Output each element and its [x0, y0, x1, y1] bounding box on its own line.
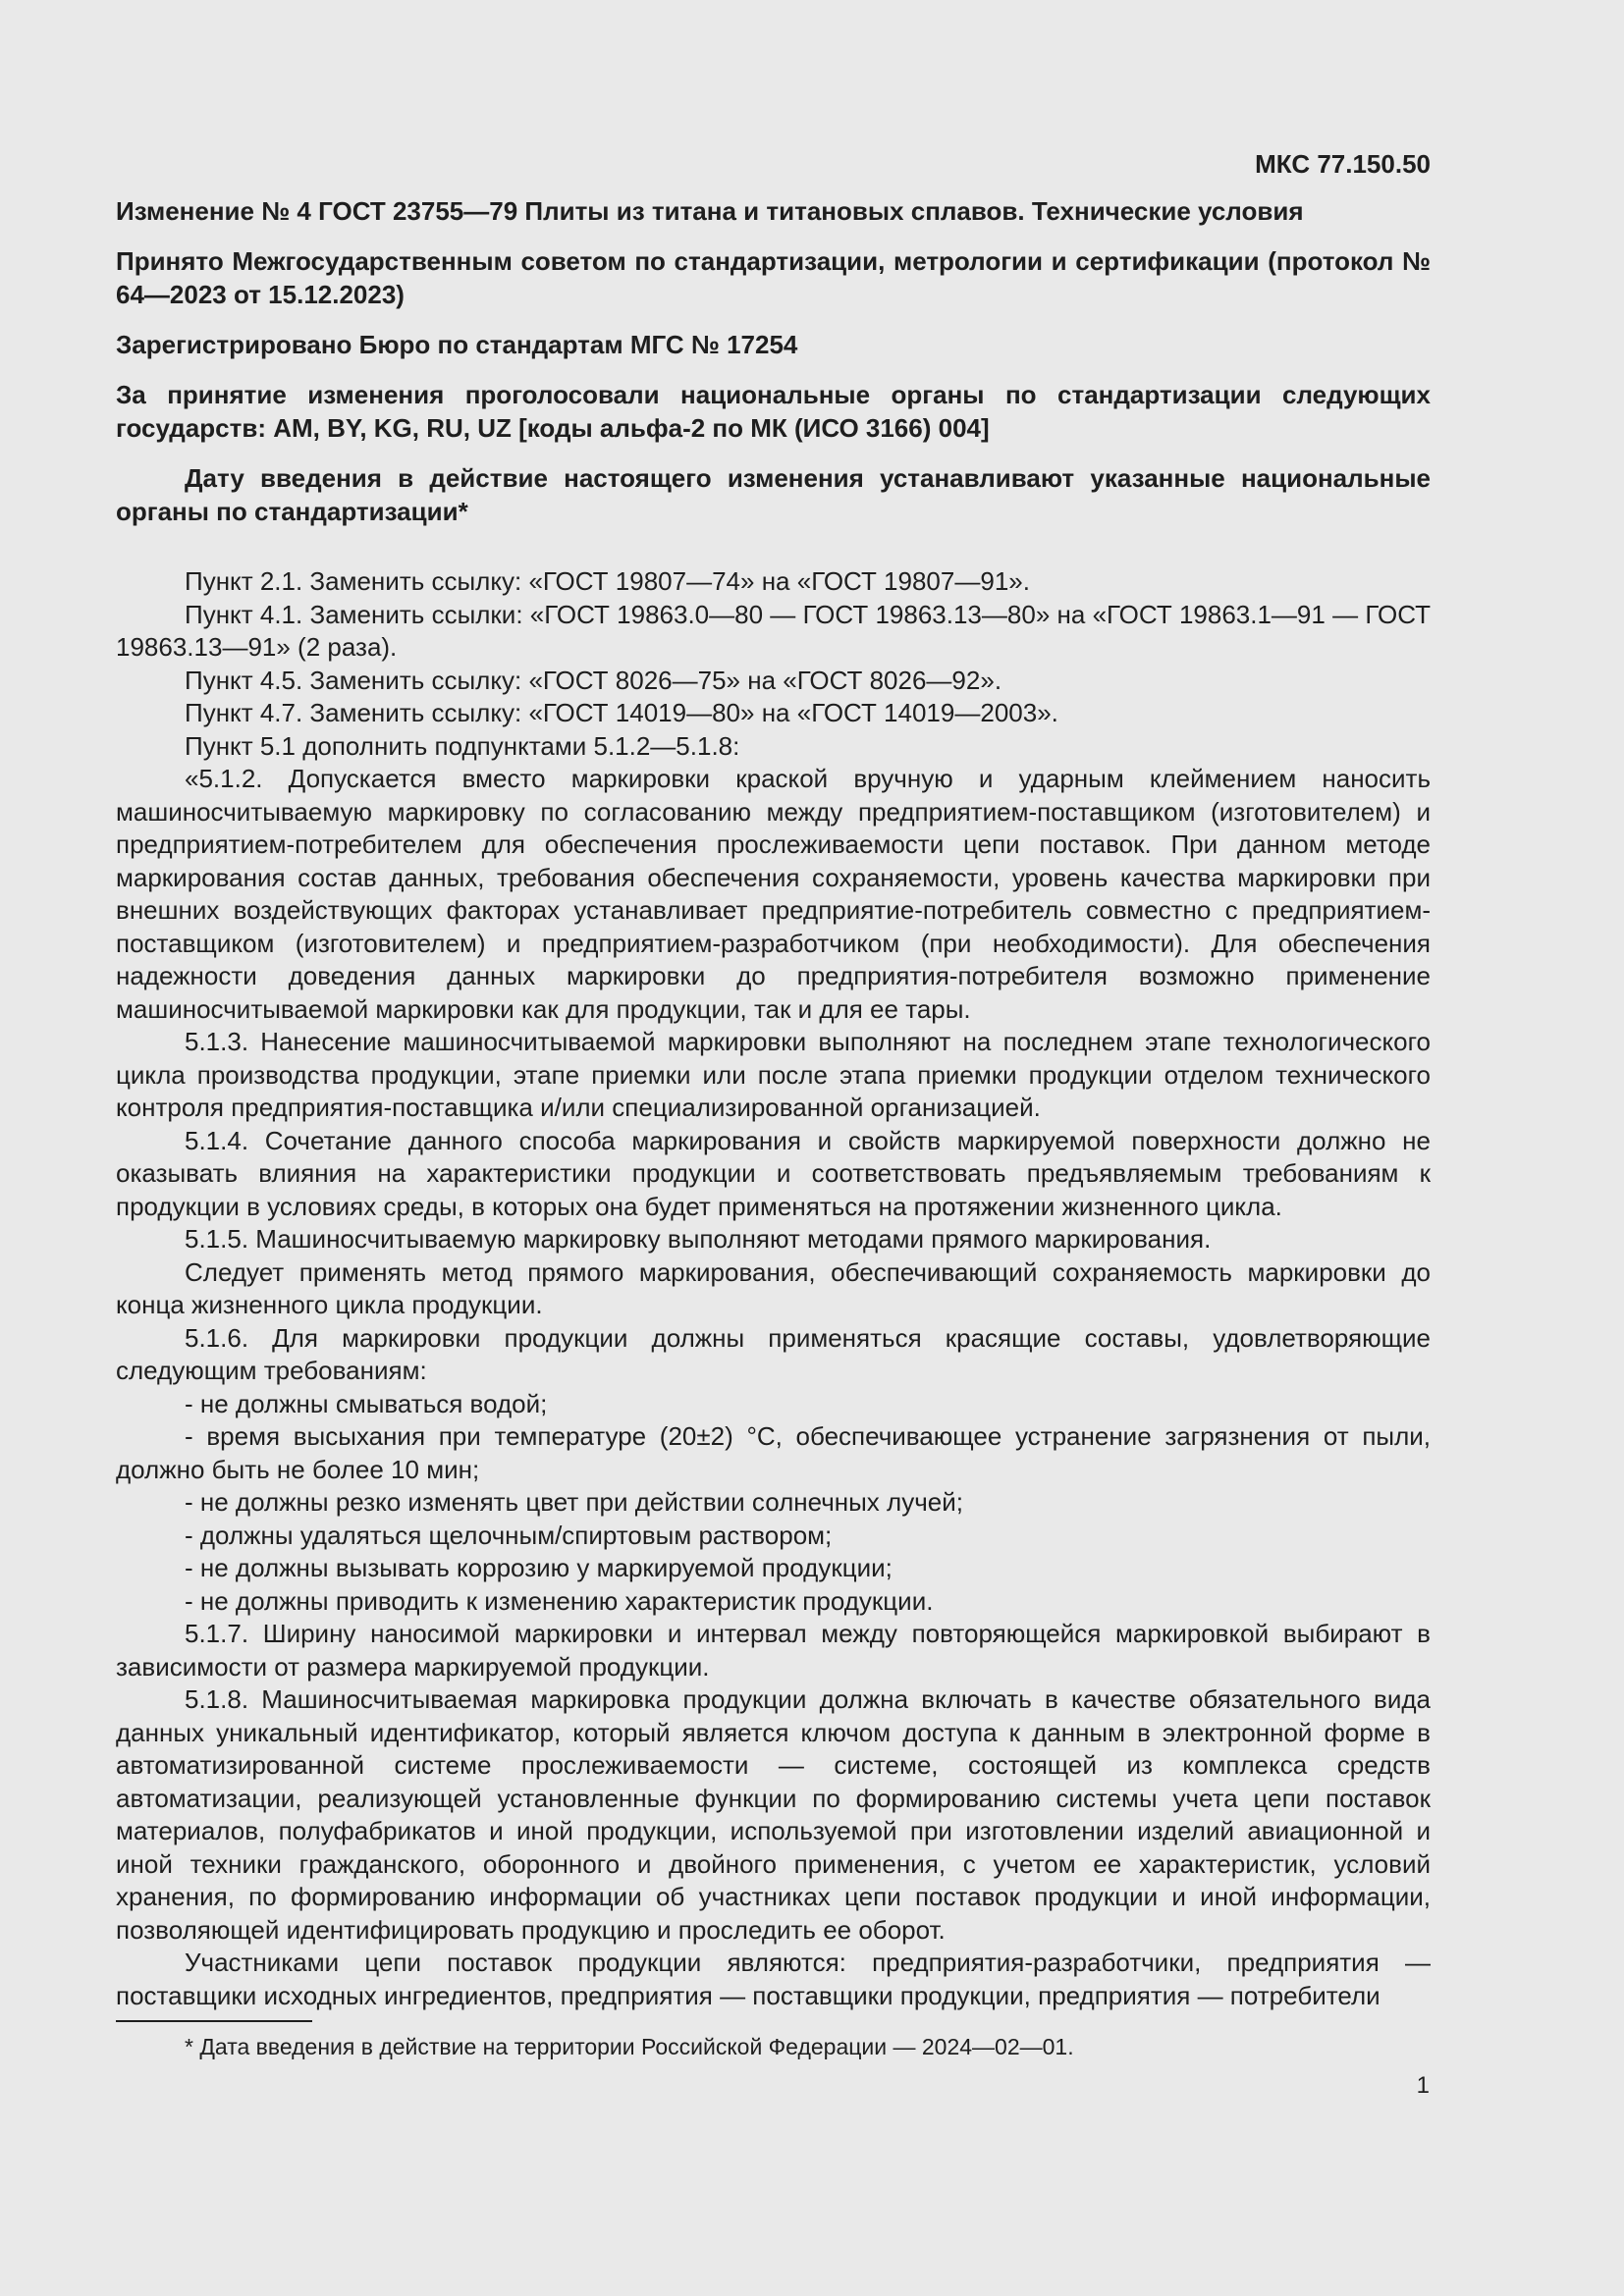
list-item: - время высыхания при температуре (20±2) °С, обеспечивающее устранение загрязнения от пыли, должно быть не более 10 мин;	[116, 1421, 1431, 1484]
voting-statement: За принятие изменения проголосовали национальные органы по стандартизации следующих государств: AM, BY, KG, RU, UZ [коды альфа-2 по МК (ИСО 3166) 004]	[116, 380, 1431, 443]
paragraph: 5.1.8. Машиносчитываемая маркировка продукции должна включать в качестве обязательного вида данных уникальный идентификатор, который является ключом доступа к данным в электронной форме в автоматизированной системе прослеживаемости — системе, состоящей из комплекса средств автоматизации, реализующей установленные функции по формированию системы учета цепи поставок материалов, полуфабрикатов и иной продукции, используемой при изготовлении изделий авиационной и иной техники гражданского, оборонного и двойного применения, с учетом ее характеристик, условий хранения, по формированию информации об участниках цепи поставок продукции и иной информации, позволяющей идентифицировать продукцию и проследить ее оборот.	[116, 1684, 1431, 1945]
paragraph: Пункт 2.1. Заменить ссылку: «ГОСТ 19807—74» на «ГОСТ 19807—91».	[185, 566, 1030, 596]
paragraph: 5.1.6. Для маркировки продукции должны применяться красящие составы, удовлетворяющие следующим требованиям:	[116, 1322, 1431, 1385]
paragraph: Пункт 4.1. Заменить ссылки: «ГОСТ 19863.0—80 — ГОСТ 19863.13—80» на «ГОСТ 19863.1—91 — ГОСТ 19863.13—91» (2 раза).	[116, 599, 1431, 662]
paragraph: 5.1.7. Ширину наносимой маркировки и интервал между повторяющейся маркировкой выбирают в зависимости от размера маркируемой продукции.	[116, 1619, 1431, 1682]
list-item: - не должны приводить к изменению характеристик продукции.	[185, 1585, 934, 1616]
list-item: - не должны смываться водой;	[185, 1388, 548, 1418]
paragraph: Пункт 4.5. Заменить ссылку: «ГОСТ 8026—75» на «ГОСТ 8026—92».	[185, 665, 1002, 695]
amendment-title: Изменение № 4 ГОСТ 23755—79 Плиты из титана и титановых сплавов. Технические условия	[116, 196, 1304, 226]
list-item: - не должны вызывать коррозию у маркируемой продукции;	[185, 1553, 893, 1582]
list-item: - не должны резко изменять цвет при действии солнечных лучей;	[185, 1487, 963, 1517]
amendment-body	[116, 565, 1431, 2012]
page-number: 1	[1416, 2072, 1430, 2099]
paragraph: 5.1.4. Сочетание данного способа маркирования и свойств маркируемой поверхности должно не оказывать влияния на характеристики продукции и соответствовать предъявляемым требованиям к продукции в условиях среды, в которых она будет применяться на протяжении жизненного цикла.	[116, 1125, 1431, 1221]
list-item: - должны удаляться щелочным/спиртовым раствором;	[185, 1520, 833, 1550]
paragraph: Участниками цепи поставок продукции являются: предприятия-разработчики, предприятия — поставщики исходных ингредиентов, предприятия — поставщики продукции, предприятия — потребители	[116, 1948, 1431, 2010]
paragraph: 5.1.5. Машиносчитываемую маркировку выполняют методами прямого маркирования.	[185, 1224, 1212, 1254]
mks-code: МКС 77.150.50	[1255, 149, 1431, 179]
footnote-divider	[116, 2020, 312, 2022]
document-page	[116, 147, 1431, 2061]
paragraph: 5.1.3. Нанесение машиносчитываемой маркировки выполняют на последнем этапе технологического цикла производства продукции, этапе приемки или после этапа приемки продукции отделом технического контроля предприятия-поставщика и/или специализированной организацией.	[116, 1027, 1431, 1122]
paragraph: Пункт 5.1 дополнить подпунктами 5.1.2—5.1.8:	[185, 730, 740, 761]
paragraph: Пункт 4.7. Заменить ссылку: «ГОСТ 14019—80» на «ГОСТ 14019—2003».	[185, 698, 1058, 727]
registration-statement: Зарегистрировано Бюро по стандартам МГС № 17254	[116, 330, 798, 359]
paragraph: Следует применять метод прямого маркирования, обеспечивающий сохраняемость маркировки до конца жизненного цикла продукции.	[116, 1256, 1431, 1319]
footnote: * Дата введения в действие на территории Российской Федерации — 2024—02—01.	[185, 2034, 1074, 2059]
effective-date-statement: Дату введения в действие настоящего изменения устанавливают указанные национальные органы по стандартизации*	[116, 463, 1431, 526]
paragraph: «5.1.2. Допускается вместо маркировки краской вручную и ударным клеймением наносить машиносчитываемую маркировку по согласованию между предприятием-поставщиком (изготовителем) и предприятием-потребителем для обеспечения прослеживаемости цепи поставок. При данном методе маркирования состав данных, требования обеспечения сохраняемости, уровень качества маркировки при внешних воздействующих факторах устанавливает предприятие-потребитель совместно с предприятием-поставщиком (изготовителем) и предприятием-разработчиком (при необходимости). Для обеспечения надежности доведения данных маркировки до предприятия-потребителя возможно применение машиносчитываемой маркировки как для продукции, так и для ее тары.	[116, 764, 1431, 1024]
adopted-statement: Принято Межгосударственным советом по стандартизации, метрологии и сертификации (протокол № 64—2023 от 15.12.2023)	[116, 246, 1431, 309]
